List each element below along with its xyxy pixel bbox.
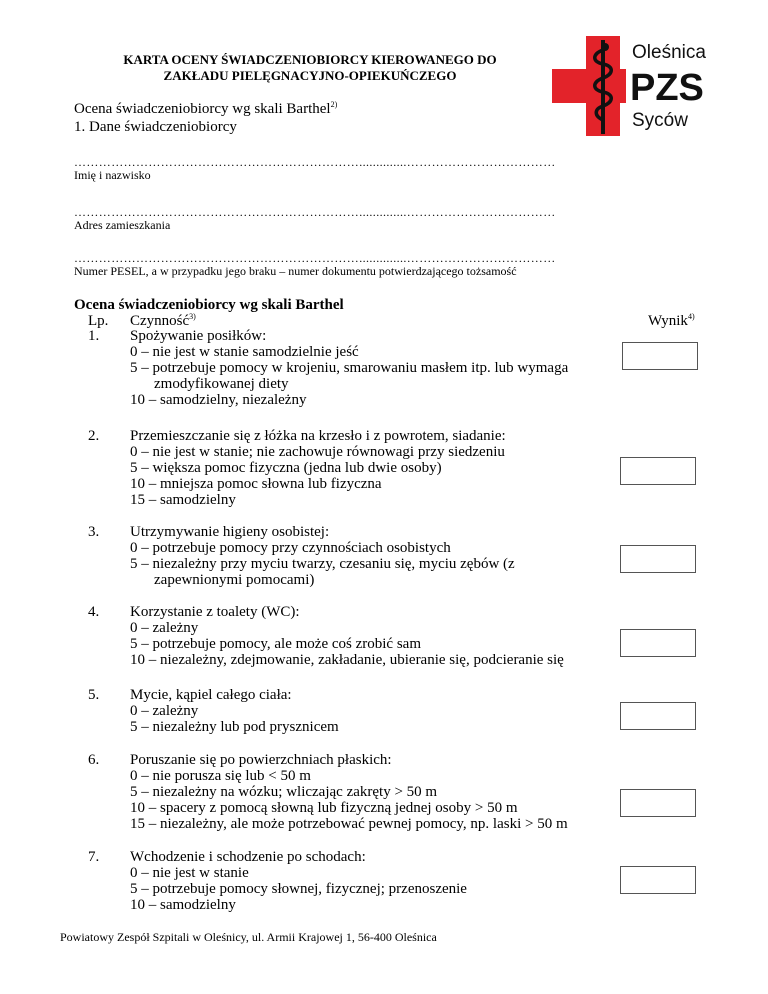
item-number: 6. xyxy=(88,752,100,768)
pzs-logo xyxy=(552,36,722,136)
item-option: 5 – potrzebuje pomocy w krojeniu, smarowaniu masłem itp. lub wymaga xyxy=(130,360,569,376)
item-option: 10 – mniejsza pomoc słowna lub fizyczna xyxy=(130,476,382,492)
item-option: 15 – samodzielny xyxy=(130,492,236,508)
item-option-continuation: zapewnionymi pomocami) xyxy=(154,572,315,588)
result-box-5[interactable] xyxy=(620,702,696,730)
item-title: Mycie, kąpiel całego ciała: xyxy=(130,687,292,703)
item-option: 10 – samodzielny xyxy=(130,897,236,913)
item-title: Korzystanie z toalety (WC): xyxy=(130,604,300,620)
column-result-footnote-ref: 4) xyxy=(687,312,695,321)
name-field-line[interactable]: ……………………………………………………………..............……………………………… xyxy=(74,155,556,169)
item-number: 7. xyxy=(88,849,100,865)
result-box-2[interactable] xyxy=(620,457,696,485)
address-field-line[interactable]: ……………………………………………………………..............……………………………… xyxy=(74,205,556,219)
pzs-logo-graphic xyxy=(552,36,722,136)
title-line-1: KARTA OCENY ŚWIADCZENIOBIORCY KIEROWANEGO DO xyxy=(123,52,497,67)
result-box-3[interactable] xyxy=(620,545,696,573)
item-option: 5 – niezależny lub pod prysznicem xyxy=(130,719,339,735)
address-field-caption: Adres zamieszkania xyxy=(74,218,171,232)
item-option: 10 – niezależny, zdejmowanie, zakładanie, ubieranie się, podcieranie się xyxy=(130,652,564,668)
item-number: 4. xyxy=(88,604,100,620)
item-option: 0 – zależny xyxy=(130,620,199,636)
pesel-field-caption: Numer PESEL, a w przypadku jego braku – numer dokumentu potwierdzającego tożsamość xyxy=(74,264,517,278)
item-title: Przemieszczanie się z łóżka na krzesło i z powrotem, siadanie: xyxy=(130,428,506,444)
result-box-6[interactable] xyxy=(620,789,696,817)
item-option: 0 – nie jest w stanie xyxy=(130,865,249,881)
name-field-caption: Imię i nazwisko xyxy=(74,168,151,182)
item-option: 10 – samodzielny, niezależny xyxy=(130,392,307,408)
item-number: 2. xyxy=(88,428,100,444)
item-option: 5 – potrzebuje pomocy słownej, fizycznej; przenoszenie xyxy=(130,881,467,897)
item-option: 15 – niezależny, ale może potrzebować pewnej pomocy, np. laski > 50 m xyxy=(130,816,568,832)
item-option: 0 – nie jest w stanie samodzielnie jeść xyxy=(130,344,359,360)
intro-line-1 xyxy=(74,100,337,118)
column-activity-label: Czynność xyxy=(130,313,190,329)
item-option: 5 – większa pomoc fizyczna (jedna lub dwie osoby) xyxy=(130,460,442,476)
intro-footnote-ref: 2) xyxy=(330,100,338,109)
item-option: 0 – zależny xyxy=(130,703,199,719)
section-1-heading: 1. Dane świadczeniobiorcy xyxy=(74,119,237,135)
item-option: 0 – nie jest w stanie; nie zachowuje równowagi przy siedzeniu xyxy=(130,444,505,460)
column-activity-footnote-ref: 3) xyxy=(189,312,196,321)
logo-brand: PZS xyxy=(630,67,704,109)
result-box-7[interactable] xyxy=(620,866,696,894)
document-title xyxy=(70,52,550,84)
item-option: 10 – spacery z pomocą słowną lub fizyczną jednej osoby > 50 m xyxy=(130,800,518,816)
item-option: 5 – niezależny na wózku; wliczając zakręty > 50 m xyxy=(130,784,438,800)
logo-city-bottom: Syców xyxy=(632,110,688,131)
item-number: 3. xyxy=(88,524,100,540)
item-option: 5 – niezależny przy myciu twarzy, czesaniu się, myciu zębów (z xyxy=(130,556,515,572)
item-title: Poruszanie się po powierzchniach płaskich: xyxy=(130,752,392,768)
item-number: 1. xyxy=(88,328,100,344)
item-option: 0 – nie porusza się lub < 50 m xyxy=(130,768,311,784)
scale-heading: Ocena świadczeniobiorcy wg skali Barthel xyxy=(74,297,344,313)
column-lp: Lp. xyxy=(88,313,109,329)
item-option: 5 – potrzebuje pomocy, ale może coś zrobić sam xyxy=(130,636,422,652)
page-footer: Powiatowy Zespół Szpitali w Oleśnicy, ul. Armii Krajowej 1, 56-400 Oleśnica xyxy=(60,930,437,944)
result-box-1[interactable] xyxy=(622,342,698,370)
item-option-continuation: zmodyfikowanej diety xyxy=(154,376,289,392)
column-result xyxy=(648,312,695,330)
item-number: 5. xyxy=(88,687,100,703)
logo-city-top: Oleśnica xyxy=(632,42,706,63)
column-result-label: Wynik xyxy=(648,313,688,329)
item-title: Spożywanie posiłków: xyxy=(130,328,267,344)
intro-text: Ocena świadczeniobiorcy wg skali Barthel xyxy=(74,101,331,117)
item-title: Wchodzenie i schodzenie po schodach: xyxy=(130,849,366,865)
item-option: 0 – potrzebuje pomocy przy czynnościach osobistych xyxy=(130,540,451,556)
title-line-2: ZAKŁADU PIELĘGNACYJNO-OPIEKUŃCZEGO xyxy=(163,68,457,83)
pesel-field-line[interactable]: ……………………………………………………………..............……………………………… xyxy=(74,251,556,265)
item-title: Utrzymywanie higieny osobistej: xyxy=(130,524,330,540)
result-box-4[interactable] xyxy=(620,629,696,657)
